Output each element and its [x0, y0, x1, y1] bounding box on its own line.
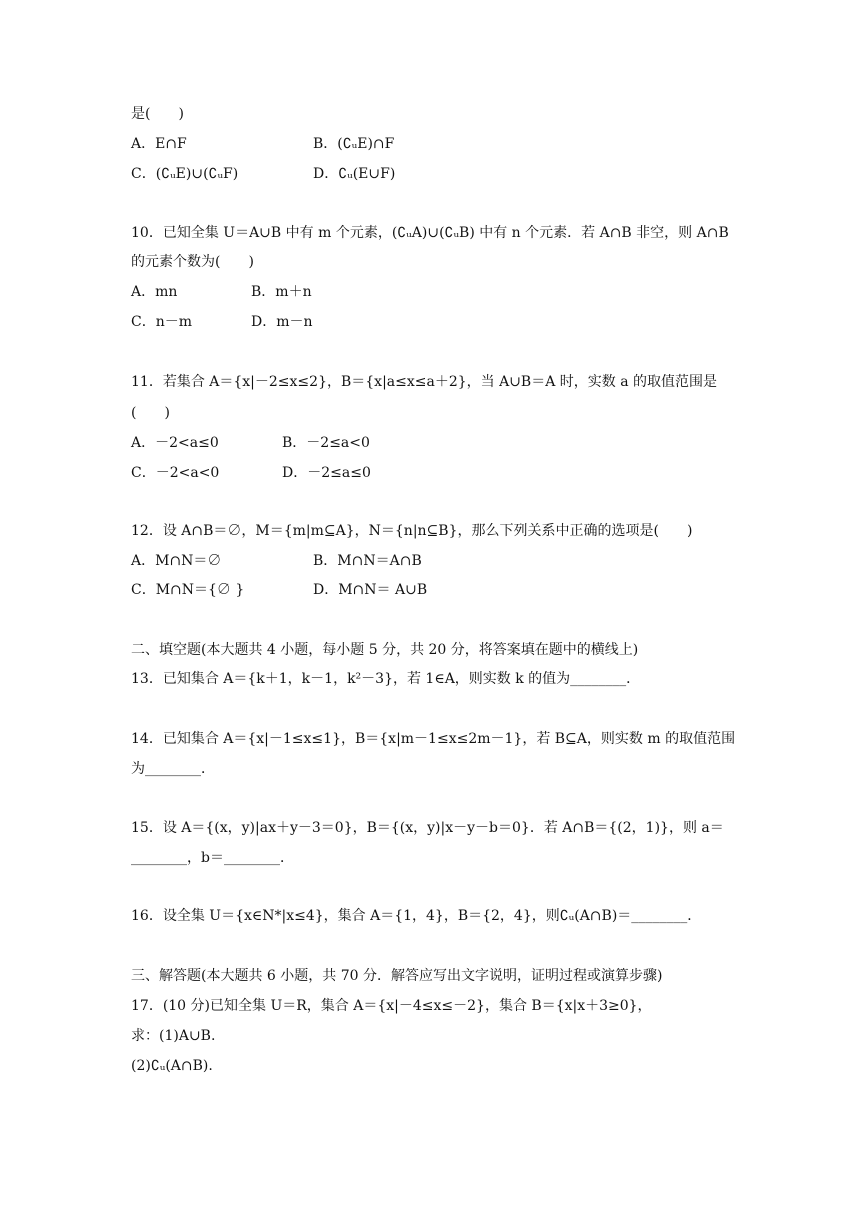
q12-option-a: A．M∩N＝∅ — [131, 553, 222, 569]
q15-stem-cont: ________，b＝________． — [131, 850, 294, 866]
q11-option-d: D．－2≤a≤0 — [282, 465, 371, 481]
q9-option-b: B．(∁ᵤE)∩F — [313, 136, 395, 152]
q12-option-b: B．M∩N＝A∩B — [313, 553, 422, 569]
q11-option-c: C．－2<a<0 — [131, 465, 220, 481]
q9-option-c: C．(∁ᵤE)∪(∁ᵤF) — [131, 166, 239, 182]
q11-option-b: B．－2≤a<0 — [282, 435, 370, 451]
q11-stem: 11．若集合 A＝{x|－2≤x≤2}，B＝{x|a≤x≤a＋2}，当 A∪B＝A 时，实数 a 的取值范围是 — [131, 374, 718, 390]
q16-stem: 16．设全集 U＝{x∈N*|x≤4}，集合 A＝{1，4}，B＝{2，4}，则∁ᵤ(A∩B)＝________． — [131, 908, 702, 924]
section-3-heading: 三、解答题(本大题共 6 小题，共 70 分．解答应写出文字说明，证明过程或演算步骤) — [131, 968, 663, 984]
q13-stem: 13．已知集合 A＝{k＋1，k－1，k²－3}，若 1∈A，则实数 k 的值为________． — [131, 671, 641, 687]
q12-option-c: C．M∩N＝{∅ } — [131, 582, 245, 598]
q17-stem: 17．(10 分)已知全集 U＝R，集合 A＝{x|－4≤x≤－2}，集合 B＝{x|x＋3≥0}， — [131, 998, 652, 1014]
q9-option-d: D．∁ᵤ(E∪F) — [313, 166, 396, 182]
q11-stem-cont: ( ) — [131, 405, 170, 421]
q10-option-b: B．m＋n — [251, 284, 312, 300]
q17-part-1: 求：(1)A∪B. — [131, 1028, 216, 1044]
q9-option-a: A．E∩F — [131, 136, 187, 152]
q12-stem: 12．设 A∩B＝∅，M＝{m|m⊆A}，N＝{n|n⊆B}，那么下列关系中正确的选项是( ) — [131, 523, 693, 539]
q12-option-d: D．M∩N＝ A∪B — [313, 582, 428, 598]
q9-stem-tail: 是( ) — [131, 106, 184, 122]
q10-stem: 10．已知全集 U＝A∪B 中有 m 个元素，(∁ᵤA)∪(∁ᵤB) 中有 n 个元素．若 A∩B 非空，则 A∩B — [131, 225, 729, 241]
q10-stem-cont: 的元素个数为( ) — [131, 254, 254, 270]
q14-stem: 14．已知集合 A＝{x|－1≤x≤1}，B＝{x|m－1≤x≤2m－1}，若 B⊆A，则实数 m 的取值范围 — [131, 731, 736, 747]
q11-option-a: A．－2<a≤0 — [131, 435, 219, 451]
section-2-heading: 二、填空题(本大题共 4 小题，每小题 5 分，共 20 分，将答案填在题中的横线上) — [131, 642, 639, 658]
q10-option-a: A．mn — [131, 284, 178, 300]
q10-option-d: D．m－n — [251, 314, 313, 330]
q17-part-2: (2)∁ᵤ(A∩B). — [131, 1058, 213, 1074]
q10-option-c: C．n－m — [131, 314, 193, 330]
q15-stem: 15．设 A＝{(x，y)|ax＋y－3＝0}，B＝{(x，y)|x－y－b＝0}．若 A∩B＝{(2，1)}，则 a＝ — [131, 820, 724, 836]
q14-stem-cont: 为________． — [131, 761, 215, 777]
